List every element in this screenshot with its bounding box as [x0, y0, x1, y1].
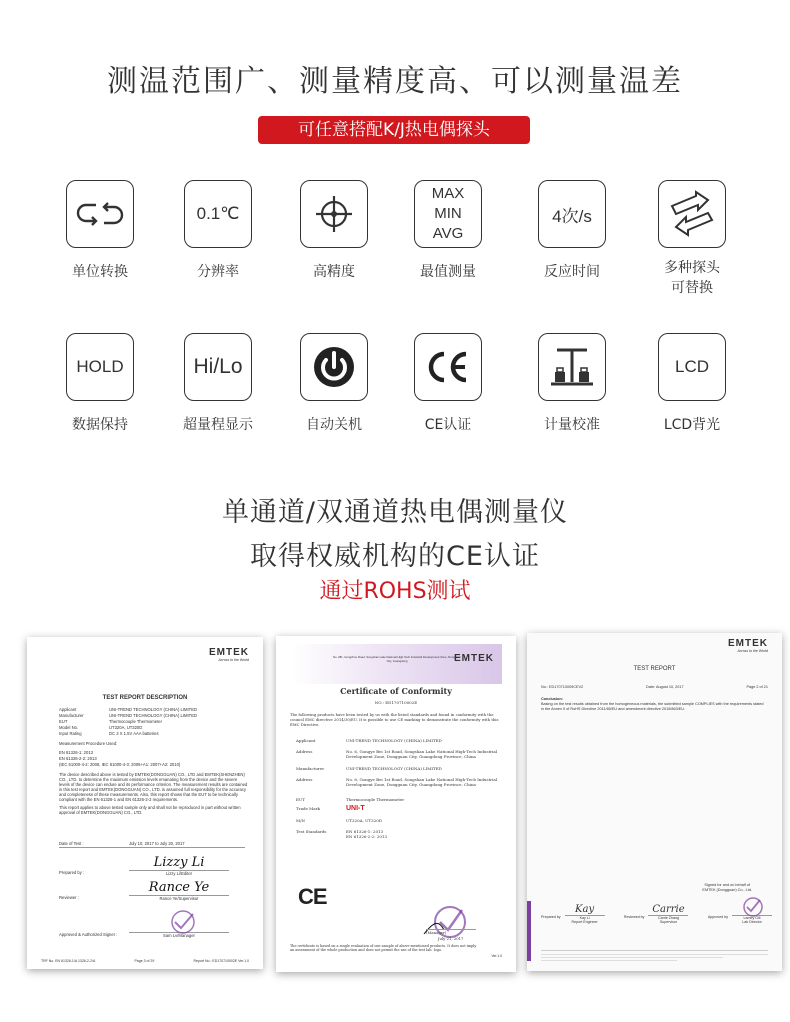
field-label: Applicant: [59, 707, 77, 712]
date-label: Date of Test :: [59, 841, 84, 846]
avg-text: AVG: [432, 225, 464, 242]
field-value: UNI-TREND TECHNOLOGY (CHINA) LIMITED: [346, 765, 442, 771]
signed-company: EMTEK (Dongguan) Co., Ltd.: [702, 888, 752, 892]
feature-label: 超量程显示: [183, 417, 253, 433]
doc3-page: Page 2 of 21: [746, 685, 768, 689]
field-value: UT320A, UT320D: [109, 725, 143, 730]
headline: 测温范围广、测量精度高、可以测量温差: [107, 64, 683, 99]
field-label: Manufacturer: [59, 713, 84, 718]
conclusion-label: Conclusion:: [541, 697, 563, 701]
hold-icon: [66, 333, 134, 401]
side-bar: [527, 901, 531, 961]
resolution-value: 0.1℃: [196, 204, 240, 223]
feature-probes: [637, 180, 747, 298]
field-label: M/N: [296, 817, 305, 823]
footer-page: Page 3 of 29: [134, 959, 155, 963]
field-value: UNI-TREND TECHNOLOGY (CHINA) LIMITED: [109, 713, 198, 718]
feature-label: 自动关机: [306, 417, 362, 433]
crosshair-icon: [300, 180, 368, 248]
feature-response: [517, 180, 627, 282]
emtek-logo: EMTEK: [454, 653, 494, 664]
feature-unit-switch: [45, 180, 155, 282]
feature-label: LCD背光: [663, 417, 721, 433]
emtek-tagline: Across to the World: [218, 658, 249, 662]
cert-footer: The certificate is based on a single evaluation of one sample of above-mentioned products. It does not imply an assessment of the whole production and does not permit the use of the test lab. logo.: [290, 944, 477, 953]
doc3-no: No.: ED170710009CEV2: [541, 685, 584, 689]
lcd-text: LCD: [674, 357, 709, 376]
approved-role: Lab Director: [742, 920, 762, 924]
field-value: Thermocouple Thermometer: [109, 719, 162, 724]
field-value: No. 6, Gongye Bei 1st Road, Songshan Lake National High-Tech Industrial Development Zone, Dongguan City, Guangdong Province, China: [346, 749, 498, 760]
emtek-logo: EMTEK: [209, 647, 249, 658]
doc1-body: The device described above is tested by EMTEK(DONGGUAN) CO., LTD and EMTEK(SHENZHEN) CO., LTD. to determine the maximum emission levels emanating from the device and the severe levels of the device can endure and its performance criterion. The measurement results are contained in this test report and EMTEK(DONGGUAN) CO., LTD. is assumed full responsibility for the accuracy and completeness of these measurements. Also, this report shows that the EUT to be technically compliant with the EN 61326-1 and EN 61326-2-2 requirements.: [59, 772, 248, 802]
unit-switch-icon: [66, 180, 134, 248]
unit-logo: UNI-T: [346, 805, 365, 813]
field-value: UT320A, UT320D: [346, 817, 382, 823]
reviewer-signature: Rance Ye: [148, 880, 210, 895]
reviewed-label: Reviewed by: [623, 915, 645, 919]
cert-version: Ver.1.0: [491, 954, 502, 958]
resolution-icon: [184, 180, 252, 248]
field-label: EUT: [296, 797, 305, 803]
feature-precision: [279, 180, 389, 282]
emtek-tagline: Across to the World: [737, 649, 768, 653]
cert-no: NO.: ED170710002E: [374, 700, 418, 705]
standard-line: (IEC 61000-4-2: 2008, IEC 61000-4-3: 2006+A1: 2007+A2: 2010): [59, 762, 181, 767]
doc3-date: Date: August 10, 2017: [646, 685, 684, 689]
reviewed-signature: Carrie: [652, 904, 685, 915]
field-label: Applicant: [296, 738, 316, 743]
feature-lcd: [637, 333, 747, 435]
test-report-description-doc: [27, 637, 263, 969]
feature-label: 反应时间: [544, 264, 600, 280]
feature-ce: [393, 333, 503, 435]
conclusion-text: Basing on the test results obtained from the homogeneous materials, the submitted sample COMPLIES with the requirements stated in the Annex II of RoHS Directive 2011/65/EU and amendment directive 2015/863/EU.: [541, 702, 764, 711]
prepared-name: Kay Li: [565, 915, 605, 920]
prepared-role: Report Engineer: [571, 920, 598, 924]
field-label: Address: [296, 776, 313, 782]
field-label: EUT: [59, 719, 68, 724]
swap-arrows-icon: [658, 180, 726, 248]
reviewed-name: Carrie Zhang: [648, 915, 688, 920]
field-label: Test Standards: [296, 828, 327, 834]
field-value: No. 6, Gongye Bei 1st Road, Songshan Lake National High-Tech Industrial Development Zone, Dongguan City, Guangdong Province, China: [346, 776, 498, 788]
reviewer-label: Reviewer :: [59, 895, 79, 900]
cert-intro: The following products have been tested by us with the listed standards and found in conformity with the council EMC directive 2014/30/EU. It is possible to use CE marking to demonstrate the conformity with this EMC Directive.: [290, 712, 499, 727]
signed-behalf: Signed for and on behalf of: [704, 883, 750, 887]
footer-trf: TRF No. EN 61326-1/A 1326-2-2/A: [41, 959, 96, 963]
ce-mark-icon: [414, 333, 482, 401]
ce-mark: CE: [298, 884, 327, 909]
feature-resolution: [163, 180, 273, 282]
approval-stamp-icon: [163, 910, 203, 934]
feature-label: 分辨率: [197, 264, 239, 280]
prepared-signature: Lizzy Li: [153, 855, 205, 870]
procedure-heading: Measurement Procedure Used:: [59, 741, 118, 746]
reviewer-name: Rance Ye/Supervisor: [129, 895, 229, 902]
field-value: UNI-TREND TECHNOLOGY (CHINA) LIMITED: [346, 738, 442, 743]
approval-stamp-icon: [738, 897, 768, 917]
field-value: DC 3 X 1.5V AAA batteries: [109, 731, 159, 736]
feature-hold: [45, 333, 155, 435]
cert-top-address: No. 281, Gongzhou Road, Songshan Lake National High-Tech Industrial Development Zone, Dongguan City, Guangdong: [332, 655, 462, 663]
field-label: Address: [296, 749, 313, 755]
feature-label: 高精度: [313, 264, 355, 280]
standard-line: EN 61326-1: 2013: [59, 750, 93, 755]
doc3-title: TEST REPORT: [633, 666, 676, 672]
emtek-logo: EMTEK: [728, 638, 768, 649]
rohs-title: 通过ROHS测试: [319, 579, 471, 604]
field-value: Thermocouple Thermometer: [346, 797, 405, 803]
doc1-body2: This report applies to above tested sample only and shall not be reproduced in part without written approval of EMTEK(DONGGUAN) CO., LTD.: [59, 805, 241, 815]
feature-overrange: [163, 333, 273, 435]
feature-label: CE认证: [424, 417, 472, 433]
approved-name: Sam Lv/Manager: [129, 932, 229, 939]
min-text: MIN: [434, 205, 462, 222]
doc1-title: TEST REPORT DESCRIPTION: [102, 695, 188, 701]
cert-date: July 21, 2017: [438, 936, 464, 941]
approved-name: Lamey Gill: [732, 915, 772, 920]
feature-max-min: [393, 180, 503, 282]
section-title-2: 取得权威机构的CE认证: [250, 541, 540, 572]
approved-label: Approved & Authorized Signer :: [59, 932, 118, 937]
field-label: Model No.: [59, 725, 79, 730]
max-text: MAX: [431, 185, 465, 202]
calibration-scale-icon: [538, 333, 606, 401]
feature-label: 最值测量: [420, 264, 476, 280]
feature-label: 多种探头 可替换: [664, 260, 720, 296]
footer-report: Report No.: ED170710002E Ver.1.0: [193, 959, 249, 963]
feature-label: 计量校准: [544, 417, 600, 433]
manager-label: (Manager): [426, 929, 476, 935]
lcd-icon: [658, 333, 726, 401]
feature-auto-off: [279, 333, 389, 435]
prepared-name: Lizzy Li/Editor: [129, 870, 229, 877]
certificate-of-conformity-doc: [276, 636, 516, 972]
cert-title: Certificate of Conformity: [340, 686, 452, 696]
hold-text: HOLD: [76, 357, 124, 376]
approved-label: Approved by: [707, 915, 728, 919]
date-value: July 10, 2017 to July 20, 2017: [129, 841, 185, 846]
section-title-1: 单通道/双通道热电偶测量仪: [221, 497, 569, 528]
prepared-label: Prepared by :: [59, 870, 85, 875]
feature-calibration: [517, 333, 627, 435]
field-label: Trade Mark: [296, 806, 320, 812]
prepared-signature: Kay: [575, 904, 595, 915]
field-value: EN 61326-1: 2013 EN 61326-2-2: 2013: [346, 828, 388, 840]
field-label: Manufacturer: [296, 765, 325, 771]
field-value: UNI-TREND TECHNOLOGY (CHINA) LIMITED: [109, 707, 198, 712]
field-label: Input Rating: [59, 731, 82, 736]
max-min-avg-icon: [414, 180, 482, 248]
feature-label: 单位转换: [72, 264, 128, 280]
rate-value: 4次/s: [552, 206, 592, 226]
rate-icon: [538, 180, 606, 248]
rohs-test-report-doc: [527, 633, 782, 971]
probe-badge: 可任意搭配K/J热电偶探头: [258, 116, 530, 144]
hilo-icon: [184, 333, 252, 401]
feature-label: 数据保持: [72, 417, 128, 433]
prepared-label: Prepared by: [541, 915, 561, 919]
doc3-fine-print: [541, 950, 768, 965]
power-icon: [300, 333, 368, 401]
reviewed-role: Supervisor: [659, 920, 678, 924]
hilo-text: Hi/Lo: [193, 355, 243, 378]
standard-line: EN 61326-2-2: 2013: [59, 756, 97, 761]
